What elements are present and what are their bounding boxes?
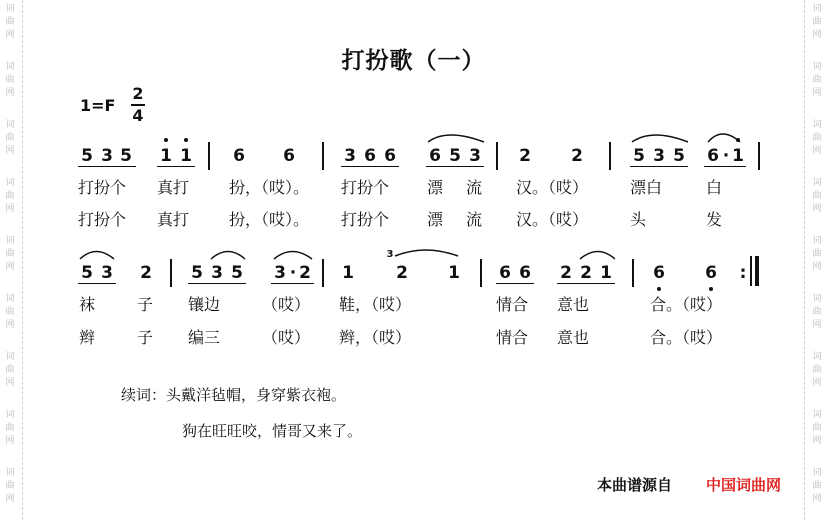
- watermark-char: 曲: [5, 75, 15, 85]
- lyric: 镶边: [188, 295, 221, 314]
- key-signature: 1=F: [80, 96, 116, 115]
- slur: [580, 252, 615, 260]
- note: 5: [449, 146, 461, 166]
- slur: [274, 252, 312, 260]
- watermark-char: 曲: [812, 365, 822, 375]
- watermark-char: 曲: [5, 133, 15, 143]
- note: 6: [653, 263, 665, 283]
- watermark-char: 网: [5, 30, 15, 40]
- lyric: 意也: [557, 295, 590, 314]
- lyric: 漂白: [630, 178, 663, 197]
- note: 5: [120, 146, 132, 166]
- note: 6: [384, 146, 396, 166]
- note: 6: [519, 263, 531, 283]
- watermark-char: 词: [812, 236, 822, 246]
- watermark-char: 词: [5, 4, 15, 14]
- watermark-char: 曲: [812, 133, 822, 143]
- note: 1: [448, 263, 460, 283]
- lyric: 流: [466, 178, 483, 197]
- watermark-char: 网: [812, 494, 822, 504]
- note-dot: ·: [289, 263, 297, 283]
- watermark-char: 网: [5, 146, 15, 156]
- watermark-char: 词: [5, 236, 15, 246]
- note: 5: [673, 146, 685, 166]
- watermark-char: 网: [812, 436, 822, 446]
- source-site-link[interactable]: 中国词曲网: [706, 476, 782, 494]
- note: 2: [580, 263, 592, 283]
- slur: [708, 134, 740, 142]
- watermark-char: 网: [812, 146, 822, 156]
- watermark-char: 网: [5, 494, 15, 504]
- watermark-char: 词: [812, 120, 822, 130]
- note: 2: [519, 146, 531, 166]
- lyric: 真打: [157, 178, 190, 197]
- watermark-char: 网: [812, 204, 822, 214]
- note: 6: [364, 146, 376, 166]
- note: 6: [499, 263, 511, 283]
- lyric: 袜: [79, 295, 96, 314]
- watermark-char: 曲: [812, 423, 822, 433]
- note: 1: [180, 146, 192, 166]
- lyric: 漂: [427, 210, 444, 229]
- note: 5: [191, 263, 203, 283]
- note: 5: [633, 146, 645, 166]
- lyric: （哎）: [262, 328, 311, 347]
- note: 3: [344, 146, 356, 166]
- slur: [80, 252, 114, 260]
- lyric: 漂: [427, 178, 444, 197]
- lyric: 发: [706, 210, 723, 229]
- note: 1: [600, 263, 612, 283]
- watermark-char: 曲: [812, 307, 822, 317]
- lyric: 辫: [79, 328, 96, 347]
- watermark-char: 词: [5, 468, 15, 478]
- lyric: 扮，（哎）。: [229, 178, 310, 197]
- lyric: 白: [706, 178, 723, 197]
- note: 2: [396, 263, 408, 283]
- lyric: 打扮个: [341, 178, 390, 197]
- watermark-char: 曲: [812, 17, 822, 27]
- note: 2: [140, 263, 152, 283]
- watermark-char: 曲: [5, 307, 15, 317]
- watermark-char: 词: [812, 468, 822, 478]
- lyric: 合。（哎）: [650, 328, 723, 347]
- time-signature-bottom: 4: [132, 106, 144, 125]
- watermark-char: 词: [812, 62, 822, 72]
- lyric: 合。（哎）: [650, 295, 723, 314]
- watermark-char: 曲: [5, 17, 15, 27]
- lyric: 情合: [496, 295, 529, 314]
- lyric: 打扮个: [78, 210, 127, 229]
- watermark-char: 网: [5, 378, 15, 388]
- lyric: （哎）: [262, 295, 311, 314]
- repeat-sign-dots: :: [739, 263, 747, 283]
- time-signature-top: 2: [132, 84, 144, 103]
- lyric: 打扮个: [78, 178, 127, 197]
- lyric: 打扮个: [341, 210, 390, 229]
- source-prefix: 本曲谱源自: [597, 476, 673, 494]
- watermark-char: 词: [5, 294, 15, 304]
- watermark-char: 曲: [812, 481, 822, 491]
- watermark-char: 词: [812, 352, 822, 362]
- note: 3: [101, 146, 113, 166]
- note: 2: [299, 263, 311, 283]
- watermark-char: 词: [5, 352, 15, 362]
- lyric: 情合: [496, 328, 529, 347]
- slur: [395, 250, 458, 256]
- note: 3: [211, 263, 223, 283]
- lyric: 子: [137, 328, 154, 347]
- lyric: 头: [630, 210, 647, 229]
- grace-note: 3: [386, 249, 394, 260]
- note: 1: [342, 263, 354, 283]
- lyric: 辫，（哎）: [339, 328, 412, 347]
- lyric: 真打: [157, 210, 190, 229]
- lyric: 意也: [557, 328, 590, 347]
- verse-line-1: [121, 384, 346, 405]
- lyric: 鞋，（哎）: [339, 295, 412, 314]
- watermark-char: 网: [5, 320, 15, 330]
- note: 6: [429, 146, 441, 166]
- lyric: 扮，（哎）。: [229, 210, 310, 229]
- note: 2: [571, 146, 583, 166]
- watermark-char: 词: [812, 410, 822, 420]
- note: 1: [160, 146, 172, 166]
- watermark-char: 曲: [5, 481, 15, 491]
- note: 6: [705, 263, 717, 283]
- watermark-char: 曲: [812, 249, 822, 259]
- note: 2: [560, 263, 572, 283]
- note: 1: [732, 146, 744, 166]
- watermark-char: 曲: [812, 75, 822, 85]
- lyric: 流: [466, 210, 483, 229]
- watermark-char: 词: [812, 294, 822, 304]
- verse-label: 续词：: [121, 386, 167, 404]
- note: 3: [469, 146, 481, 166]
- lyric: 子: [137, 295, 154, 314]
- verse-line-2: [182, 420, 362, 441]
- lyric: 汉。（哎）: [516, 210, 589, 229]
- watermark-char: 词: [5, 62, 15, 72]
- watermark-char: 曲: [5, 365, 15, 375]
- watermark-char: 网: [812, 88, 822, 98]
- watermark-char: 网: [812, 262, 822, 272]
- watermark-char: 词: [5, 120, 15, 130]
- note: 6: [283, 146, 295, 166]
- note: 6: [233, 146, 245, 166]
- slur: [428, 135, 484, 142]
- note: 5: [231, 263, 243, 283]
- watermark-char: 词: [812, 178, 822, 188]
- lyric: 汉。（哎）: [516, 178, 589, 197]
- watermark-char: 网: [812, 30, 822, 40]
- note-dot: ·: [722, 146, 730, 166]
- watermark-char: 曲: [5, 249, 15, 259]
- watermark-char: 词: [5, 178, 15, 188]
- slur: [632, 135, 688, 142]
- watermark-char: 网: [5, 436, 15, 446]
- note: 5: [81, 263, 93, 283]
- lyric: 编三: [188, 328, 221, 347]
- watermark-char: 网: [5, 88, 15, 98]
- watermark-char: 曲: [812, 191, 822, 201]
- note: 5: [81, 146, 93, 166]
- watermark-char: 网: [812, 320, 822, 330]
- watermark-char: 网: [5, 262, 15, 272]
- watermark-char: 曲: [5, 191, 15, 201]
- note: 3: [101, 263, 113, 283]
- verse-text: 狗在旺旺咬，情哥又来了。: [182, 422, 363, 440]
- watermark-char: 词: [812, 4, 822, 14]
- watermark-char: 网: [5, 204, 15, 214]
- note: 6: [707, 146, 719, 166]
- song-title: 打扮歌（一）: [341, 48, 486, 74]
- watermark-char: 网: [812, 378, 822, 388]
- slur: [211, 252, 245, 260]
- note: 3: [653, 146, 665, 166]
- watermark-char: 词: [5, 410, 15, 420]
- watermark-char: 曲: [5, 423, 15, 433]
- note: 3: [274, 263, 286, 283]
- verse-text: 头戴洋毡帽，身穿紫衣袍。: [166, 386, 347, 404]
